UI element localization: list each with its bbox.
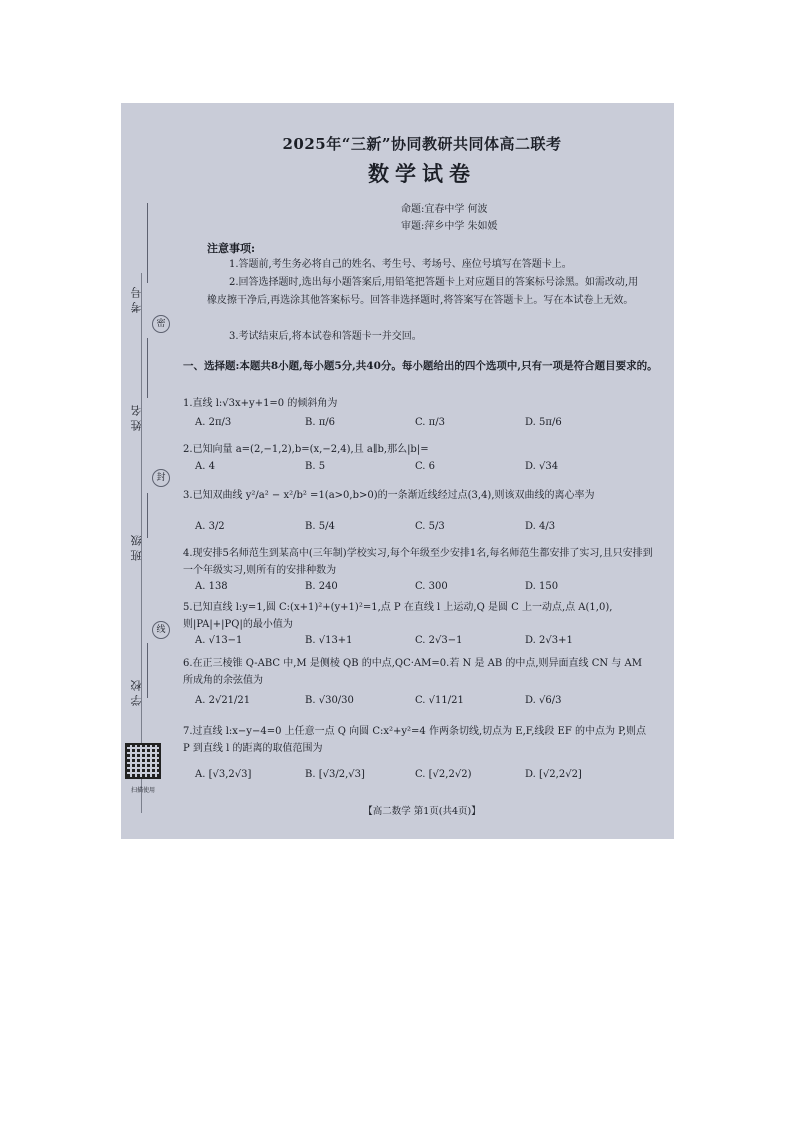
q2-option-b: B. 5	[305, 461, 326, 472]
q6-option-a: A. 2√21/21	[195, 695, 251, 706]
q6-option-c: C. √11/21	[415, 695, 464, 706]
qr-caption: 扫描使用	[130, 787, 155, 794]
question-2: 2.已知向量 a=(2,−1,2),b=(x,−2,4),且 a∥b,那么|b|=	[183, 444, 429, 455]
exam-subject-title: 数学试卷	[368, 161, 476, 186]
exam-sheet	[121, 103, 674, 839]
question-6: 6.在正三棱锥 Q-ABC 中,M 是侧棱 QB 的中点,QC·AM=0.若 N 是 AB 的中点,则异面直线 CN 与 AM 所成角的余弦值为	[183, 658, 642, 686]
reviewer-line: 审题:萍乡中学 朱如媛	[401, 221, 498, 232]
q5-option-c: C. 2√3−1	[415, 635, 463, 646]
margin-label-name: 姓名	[130, 401, 143, 431]
question-7-options	[195, 769, 655, 791]
exam-number-blank	[147, 203, 148, 283]
q7-option-c: C. [√2,2√2)	[415, 769, 472, 780]
question-1-options	[195, 417, 655, 439]
q2-option-c: C. 6	[415, 461, 436, 472]
q4-option-c: C. 300	[415, 581, 448, 592]
exam-title: 2025年“三新”协同教研共同体高二联考	[282, 135, 562, 153]
q3-option-b: B. 5/4	[305, 521, 335, 532]
question-6-options	[195, 695, 655, 717]
q3-option-d: D. 4/3	[525, 521, 556, 532]
question-3-options	[195, 521, 655, 543]
question-2-options	[195, 461, 655, 483]
question-5: 5.已知直线 l:y=1,圆 C:(x+1)²+(y+1)²=1,点 P 在直线 l 上运动,Q 是圆 C 上一动点,点 A(1,0),则|PA|+|PQ|的最小值为	[183, 602, 613, 630]
seal-char-xian: 线	[152, 621, 170, 639]
notice-heading: 注意事项:	[207, 242, 256, 255]
section-heading: 一、选择题:本题共8小题,每小题5分,共40分。每小题给出的四个选项中,只有一项是符合题目要求的。	[183, 360, 658, 372]
question-7: 7.过直线 l:x−y−4=0 上任意一点 Q 向圆 C:x²+y²=4 作两条切线,切点为 E,F,线段 EF 的中点为 P,则点 P 到直线 l 的距离的取值范围为	[183, 726, 647, 754]
margin-label-school: 学校	[130, 676, 143, 706]
margin-label-exam-number: 考号	[130, 283, 143, 313]
q1-option-b: B. π/6	[305, 417, 336, 428]
question-1: 1.直线 l:√3x+y+1=0 的倾斜角为	[183, 398, 338, 409]
q1-option-c: C. π/3	[415, 417, 445, 428]
margin-label-class: 班级	[130, 531, 143, 561]
q3-option-c: C. 5/3	[415, 521, 445, 532]
setter-line: 命题:宜春中学 何波	[401, 204, 488, 215]
qr-code	[125, 743, 161, 779]
q5-option-a: A. √13−1	[195, 635, 243, 646]
school-blank	[147, 643, 148, 698]
notice-item-1: 1.答题前,考生务必将自己的姓名、考生号、考场号、座位号填写在答题卡上。	[229, 259, 572, 270]
question-3: 3.已知双曲线 y²/a² − x²/b² =1(a>0,b>0)的一条渐近线经过点(3,4),则该双曲线的离心率为	[183, 490, 595, 501]
q2-option-a: A. 4	[195, 461, 215, 472]
q1-option-a: A. 2π/3	[195, 417, 232, 428]
q4-option-a: A. 138	[195, 581, 228, 592]
q3-option-a: A. 3/2	[195, 521, 225, 532]
q7-option-b: B. [√3/2,√3]	[305, 769, 365, 780]
notice-item-3: 3.考试结束后,将本试卷和答题卡一并交回。	[229, 331, 422, 342]
q6-option-b: B. √30/30	[305, 695, 354, 706]
question-5-options	[195, 635, 655, 657]
q6-option-d: D. √6/3	[525, 695, 562, 706]
question-4: 4.现安排5名师范生到某高中(三年制)学校实习,每个年级至少安排1名,每名师范生都安排了实习,且只安排到一个年级实习,则所有的安排种数为	[183, 548, 653, 576]
class-blank	[147, 493, 148, 538]
notice-item-2: 2.回答选择题时,选出每小题答案后,用铅笔把答题卡上对应题目的答案标号涂黑。如需改动,用橡皮擦干净后,再选涂其他答案标号。回答非选择题时,将答案写在答题卡上。写在本试卷上无效。	[207, 277, 639, 306]
seal-char-feng: 封	[152, 469, 170, 487]
binding-margin	[121, 103, 183, 839]
q7-option-a: A. [√3,2√3]	[195, 769, 252, 780]
q4-option-d: D. 150	[525, 581, 559, 592]
seal-char-mi: 密	[152, 315, 170, 333]
q4-option-b: B. 240	[305, 581, 338, 592]
page-footer: 【高二数学 第1页(共4页)】	[363, 806, 481, 817]
q5-option-b: B. √13+1	[305, 635, 353, 646]
name-blank	[147, 338, 148, 398]
q1-option-d: D. 5π/6	[525, 417, 562, 428]
q5-option-d: D. 2√3+1	[525, 635, 573, 646]
q2-option-d: D. √34	[525, 461, 559, 472]
q7-option-d: D. [√2,2√2]	[525, 769, 582, 780]
